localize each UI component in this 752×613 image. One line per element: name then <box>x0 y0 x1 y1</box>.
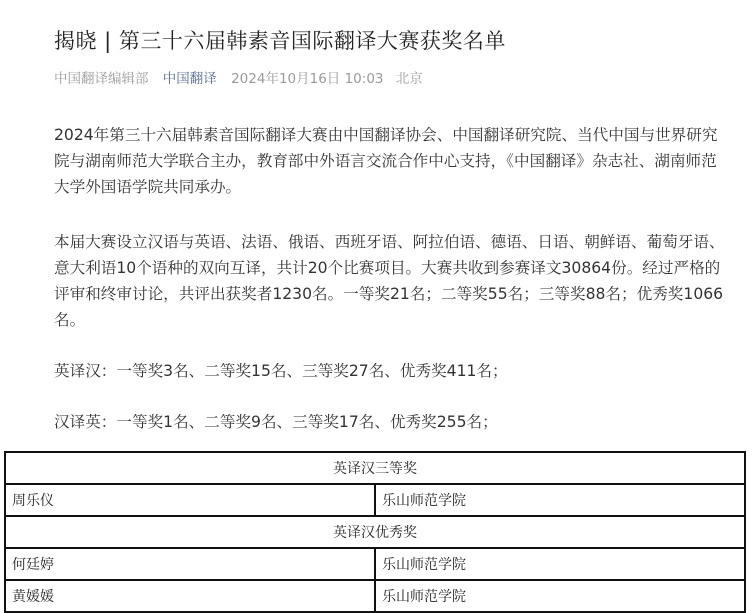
zh-en-awards-paragraph: 汉译英：一等奖1名、二等奖9名、三等奖17名、优秀奖255名； <box>54 413 498 431</box>
winner-name: 周乐仪 <box>5 484 375 516</box>
winner-school: 乐山师范学院 <box>375 580 745 612</box>
winners-table <box>4 451 746 613</box>
winner-school: 乐山师范学院 <box>375 484 745 516</box>
table-section-header <box>5 452 745 484</box>
article-title: 揭晓 | 第三十六届韩素音国际翻译大赛获奖名单 <box>54 29 506 53</box>
intro-paragraph: 2024年第三十六届韩素音国际翻译大赛由中国翻译协会、中国翻译研究院、当代中国与世界研究院与湖南师范大学联合主办，教育部中外语言交流合作中心支持，《中国翻译》杂志社、湖南师范大学外国语学院共同承办。 <box>54 126 718 196</box>
table-row <box>5 484 745 516</box>
article-meta <box>54 69 433 89</box>
account-link[interactable]: 中国翻译 <box>162 71 217 87</box>
author-name: 中国翻译编辑部 <box>54 71 149 87</box>
section-title: 英译汉三等奖 <box>5 452 745 484</box>
summary-paragraph: 本届大赛设立汉语与英语、法语、俄语、西班牙语、阿拉伯语、德语、日语、朝鲜语、葡萄牙语、意大利语10个语种的双向互译，共计20个比赛项目。大赛共收到参赛译文30864份。经过严格的评审和终审讨论，共评出获奖者1230名。一等奖21名；二等奖55名；三等奖88名；优秀奖1066名。 <box>54 233 725 329</box>
table-section-header <box>5 516 745 548</box>
table-row <box>5 548 745 580</box>
publish-location: 北京 <box>395 71 423 87</box>
section-title: 英译汉优秀奖 <box>5 516 745 548</box>
publish-date: 2024年10月16日 10:03 <box>231 71 384 87</box>
table-row <box>5 580 745 612</box>
winner-name: 黄媛媛 <box>5 580 375 612</box>
winner-school: 乐山师范学院 <box>375 548 745 580</box>
en-zh-awards-paragraph: 英译汉：一等奖3名、二等奖15名、三等奖27名、优秀奖411名； <box>54 362 508 380</box>
winner-name: 何廷婷 <box>5 548 375 580</box>
